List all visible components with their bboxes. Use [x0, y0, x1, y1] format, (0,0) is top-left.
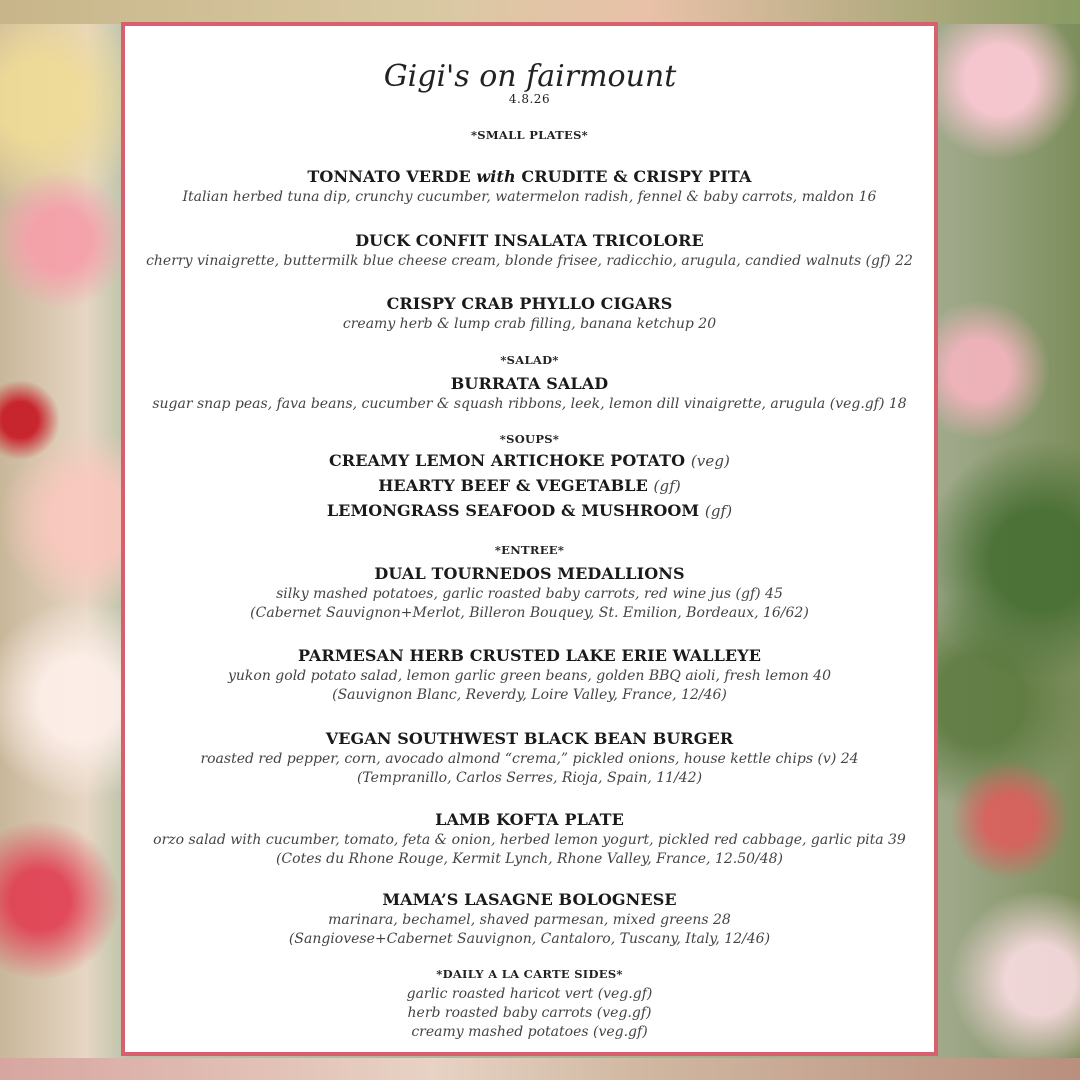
dish-description: cherry vinaigrette, buttermilk blue cheese cream, blonde frisee, radicchio, arugula, candied walnuts (gf) 22: [146, 253, 913, 269]
dish-name-part: CRUDITE & CRISPY PITA: [515, 167, 752, 186]
dish-lamb-kofta: LAMB KOFTA PLATE: [435, 810, 624, 829]
side-item: creamy mashed potatoes (veg.gf): [411, 1024, 648, 1040]
wine-pairing: (Tempranillo, Carlos Serres, Rioja, Spain, 11/42): [356, 770, 703, 786]
background-bottom: [0, 1058, 1080, 1080]
menu-date: 4.8.26: [508, 92, 551, 106]
dish-description: marinara, bechamel, shaved parmesan, mixed greens 28: [328, 912, 731, 928]
section-soups: *SOUPS*: [499, 432, 560, 446]
dish-description: roasted red pepper, corn, avocado almond “crema,” pickled onions, house kettle chips (v) 24: [200, 751, 859, 767]
dish-description: creamy herb & lump crab filling, banana ketchup 20: [342, 316, 717, 332]
wine-pairing: (Cabernet Sauvignon+Merlot, Billeron Bouquey, St. Emilion, Bordeaux, 16/62): [250, 605, 809, 621]
dish-description: orzo salad with cucumber, tomato, feta & onion, herbed lemon yogurt, pickled red cabbage, garlic pita 39: [153, 832, 906, 848]
dish-name-part: TONNATO VERDE: [307, 167, 477, 186]
dish-tournedos: DUAL TOURNEDOS MEDALLIONS: [374, 564, 685, 583]
wine-pairing: (Sauvignon Blanc, Reverdy, Loire Valley, France, 12/46): [332, 687, 727, 703]
side-item: herb roasted baby carrots (veg.gf): [407, 1005, 652, 1021]
dish-description: Italian herbed tuna dip, crunchy cucumber, watermelon radish, fennel & baby carrots, maldon 16: [182, 189, 877, 205]
soup-name: LEMONGRASS SEAFOOD & MUSHROOM: [326, 501, 700, 520]
menu-card: [121, 22, 938, 1056]
dish-crab-cigars: CRISPY CRAB PHYLLO CIGARS: [386, 294, 673, 313]
dish-duck-confit: DUCK CONFIT INSALATA TRICOLORE: [355, 231, 704, 250]
dish-walleye: PARMESAN HERB CRUSTED LAKE ERIE WALLEYE: [297, 646, 762, 665]
soup-tag: (gf): [704, 502, 733, 520]
wine-pairing: (Cotes du Rhone Rouge, Kermit Lynch, Rhone Valley, France, 12.50/48): [275, 851, 784, 867]
background-top: [0, 0, 1080, 24]
soup-tag: (gf): [653, 477, 681, 495]
section-salad: *SALAD*: [500, 353, 559, 367]
section-entree: *ENTREE*: [494, 543, 565, 557]
soup-item: [125, 476, 934, 495]
dish-description: sugar snap peas, fava beans, cucumber & squash ribbons, leek, lemon dill vinaigrette, arugula (veg.gf) 18: [152, 396, 907, 412]
side-item: garlic roasted haricot vert (veg.gf): [406, 986, 653, 1002]
logo-text: Gigi's on fairmount: [383, 59, 676, 94]
soup-item: [125, 501, 934, 520]
section-small-plates: *SMALL PLATES*: [470, 128, 588, 142]
soup-name: HEARTY BEEF & VEGETABLE: [378, 476, 648, 495]
soup-tag: (veg): [690, 452, 731, 470]
section-sides: *DAILY A LA CARTE SIDES*: [436, 967, 623, 981]
wine-pairing: (Sangiovese+Cabernet Sauvignon, Cantaloro, Tuscany, Italy, 12/46): [288, 931, 771, 947]
dish-name-with: with: [476, 167, 516, 186]
dish-description: silky mashed potatoes, garlic roasted baby carrots, red wine jus (gf) 45: [276, 586, 783, 602]
dish-burrata-salad: BURRATA SALAD: [450, 374, 609, 393]
soup-name: CREAMY LEMON ARTICHOKE POTATO: [328, 451, 686, 470]
dish-description: yukon gold potato salad, lemon garlic green beans, golden BBQ aioli, fresh lemon 40: [228, 668, 831, 684]
dish-bean-burger: VEGAN SOUTHWEST BLACK BEAN BURGER: [325, 729, 734, 748]
dish-lasagne: MAMA’S LASAGNE BOLOGNESE: [382, 890, 677, 909]
dish-tonnato-verde: [125, 167, 934, 186]
soup-item: [125, 451, 934, 470]
